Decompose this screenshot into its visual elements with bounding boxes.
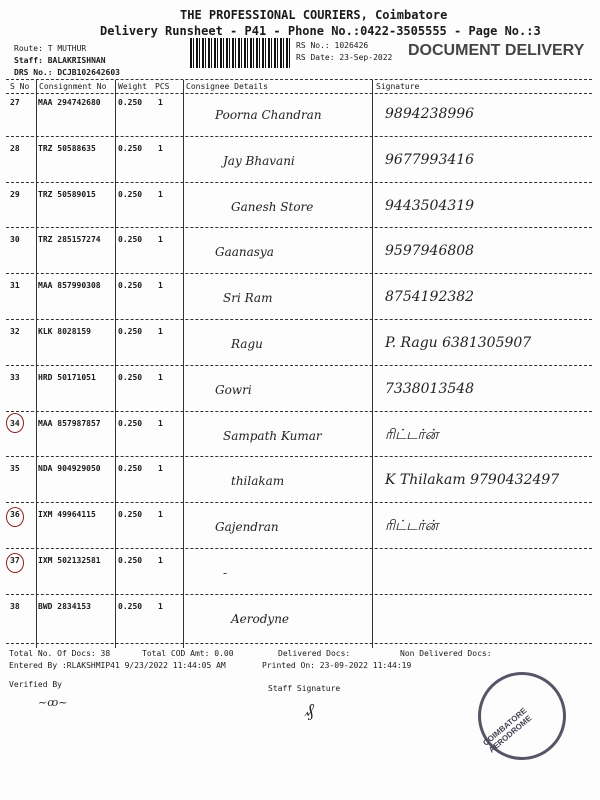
row-weight: 0.250 bbox=[118, 556, 143, 565]
row-weight: 0.250 bbox=[118, 235, 143, 245]
row-consignee-handwritten: Sri Ram bbox=[223, 291, 273, 306]
row-signature-handwritten: P. Ragu 6381305907 bbox=[385, 335, 532, 351]
delivered-docs: Delivered Docs: bbox=[278, 649, 351, 658]
row-signature-handwritten: 9677993416 bbox=[385, 151, 475, 168]
row-consignee-handwritten: Ragu bbox=[231, 337, 263, 351]
col-header-pcs: PCS bbox=[155, 82, 170, 91]
row-weight: 0.250 bbox=[118, 327, 143, 336]
row-divider bbox=[6, 411, 592, 412]
row-consignment-no: IXM 502132581 bbox=[38, 556, 101, 565]
row-sno: 37 bbox=[10, 556, 20, 565]
row-pcs: 1 bbox=[158, 327, 163, 336]
divider bbox=[6, 643, 592, 644]
rs-number: RS No.: 1026426 bbox=[296, 41, 369, 50]
row-consignee-handwritten: Jay Bhavani bbox=[223, 153, 295, 168]
row-consignment-no: BWD 2834153 bbox=[38, 601, 91, 611]
row-consignee-handwritten: Gajendran bbox=[215, 520, 279, 535]
row-weight: 0.250 bbox=[118, 601, 143, 611]
row-consignee-handwritten: Sampath Kumar bbox=[223, 428, 322, 443]
col-header-consignment: Consignment No bbox=[39, 82, 107, 91]
row-weight: 0.250 bbox=[118, 418, 143, 428]
col-header-sno: S No bbox=[10, 82, 30, 91]
seal-text: COIMBATORE AERODROME bbox=[481, 706, 534, 755]
route: Route: T MUTHUR bbox=[14, 44, 87, 53]
row-divider bbox=[6, 136, 592, 137]
staff-signature-label: Staff Signature bbox=[268, 684, 341, 693]
row-pcs: 1 bbox=[158, 601, 163, 611]
row-signature-handwritten: 9894238996 bbox=[385, 106, 475, 122]
printed-on: Printed On: 23-09-2022 11:44:19 bbox=[262, 661, 412, 670]
staff-signature-mark: ₰ bbox=[305, 700, 314, 721]
row-pcs: 1 bbox=[158, 143, 163, 153]
row-consignment-no: MAA 857987857 bbox=[38, 418, 101, 428]
row-consignee-handwritten: Gowri bbox=[215, 382, 252, 397]
row-signature-handwritten: 8754192382 bbox=[385, 289, 475, 306]
divider bbox=[6, 79, 592, 80]
row-consignment-no: NDA 904929050 bbox=[38, 464, 101, 474]
row-divider bbox=[6, 182, 592, 183]
row-weight: 0.250 bbox=[118, 189, 143, 199]
staff: Staff: BALAKRISHNAN bbox=[14, 56, 106, 65]
row-consignee-handwritten: Poorna Chandran bbox=[215, 108, 322, 122]
row-consignee-handwritten: thilakam bbox=[231, 474, 285, 489]
verified-by-label: Verified By bbox=[9, 680, 62, 689]
document-delivery-stamp: DOCUMENT DELIVERY bbox=[408, 42, 585, 59]
col-header-weight: Weight bbox=[118, 82, 147, 91]
row-consignee-handwritten: Gaanasya bbox=[215, 245, 274, 260]
row-consignment-no: MAA 857990308 bbox=[38, 281, 101, 291]
row-pcs: 1 bbox=[158, 464, 163, 474]
row-signature-handwritten: ரிட்டர்ன் bbox=[385, 426, 439, 443]
row-consignment-no: MAA 294742680 bbox=[38, 98, 101, 107]
row-divider bbox=[6, 365, 592, 366]
divider bbox=[6, 93, 592, 94]
row-signature-handwritten: ரிட்டர்ன் bbox=[385, 518, 439, 535]
col-header-signature: Signature bbox=[376, 82, 420, 91]
company-seal bbox=[478, 672, 566, 760]
row-divider bbox=[6, 456, 592, 457]
row-consignee-handwritten: - bbox=[223, 566, 228, 580]
row-consignee-handwritten: Ganesh Store bbox=[231, 199, 314, 214]
row-signature-handwritten: K Thilakam 9790432497 bbox=[385, 472, 560, 489]
runsheet-subtitle: Delivery Runsheet - P41 - Phone No.:0422-3505555 - Page No.:3 bbox=[100, 24, 541, 38]
company-title: THE PROFESSIONAL COURIERS, Coimbatore bbox=[180, 8, 448, 22]
row-pcs: 1 bbox=[158, 418, 163, 428]
pen-circle-mark bbox=[6, 553, 24, 573]
row-pcs: 1 bbox=[158, 556, 163, 565]
row-weight: 0.250 bbox=[118, 98, 143, 107]
row-pcs: 1 bbox=[158, 235, 163, 245]
row-sno: 28 bbox=[10, 143, 20, 153]
row-weight: 0.250 bbox=[118, 143, 143, 153]
col-header-consignee: Consignee Details bbox=[186, 82, 268, 91]
row-consignment-no: HRD 50171051 bbox=[38, 372, 96, 382]
row-pcs: 1 bbox=[158, 372, 163, 382]
row-divider bbox=[6, 548, 592, 549]
row-sno: 33 bbox=[10, 372, 20, 382]
row-consignment-no: TRZ 50588635 bbox=[38, 143, 96, 153]
total-cod: Total COD Amt: 0.00 bbox=[142, 649, 234, 658]
row-sno: 36 bbox=[10, 510, 20, 520]
row-pcs: 1 bbox=[158, 510, 163, 520]
row-sno: 34 bbox=[10, 418, 20, 428]
drs-number: DRS No.: DCJB102642603 bbox=[14, 68, 120, 77]
row-consignee-handwritten: Aerodyne bbox=[231, 611, 290, 626]
pen-circle-mark bbox=[6, 413, 24, 433]
row-weight: 0.250 bbox=[118, 281, 143, 291]
barcode bbox=[190, 38, 290, 68]
row-sno: 30 bbox=[10, 235, 20, 245]
row-pcs: 1 bbox=[158, 189, 163, 199]
row-divider bbox=[6, 502, 592, 503]
row-pcs: 1 bbox=[158, 98, 163, 107]
row-signature-handwritten: 9443504319 bbox=[385, 197, 475, 214]
pen-circle-mark bbox=[6, 507, 24, 527]
row-weight: 0.250 bbox=[118, 510, 143, 520]
verifier-signature: ~ꝏ~ bbox=[38, 696, 68, 709]
row-signature-handwritten: 9597946808 bbox=[385, 243, 475, 260]
row-weight: 0.250 bbox=[118, 372, 143, 382]
row-pcs: 1 bbox=[158, 281, 163, 291]
row-signature-handwritten: 7338013548 bbox=[385, 380, 475, 397]
total-docs: Total No. Of Docs: 38 bbox=[9, 649, 111, 658]
row-divider bbox=[6, 594, 592, 595]
row-divider bbox=[6, 319, 592, 320]
row-weight: 0.250 bbox=[118, 464, 143, 474]
entered-by: Entered By :RLAKSHMIP41 9/23/2022 11:44:05 AM bbox=[9, 661, 226, 670]
row-consignment-no: TRZ 285157274 bbox=[38, 235, 101, 245]
row-sno: 38 bbox=[10, 601, 20, 611]
row-sno: 31 bbox=[10, 281, 20, 291]
row-consignment-no: TRZ 50589015 bbox=[38, 189, 96, 199]
row-sno: 35 bbox=[10, 464, 20, 474]
non-delivered-docs: Non Delivered Docs: bbox=[400, 649, 492, 658]
row-sno: 27 bbox=[10, 98, 20, 107]
row-divider bbox=[6, 227, 592, 228]
rs-date: RS Date: 23-Sep-2022 bbox=[296, 53, 393, 62]
row-sno: 32 bbox=[10, 327, 20, 336]
row-divider bbox=[6, 273, 592, 274]
row-consignment-no: IXM 49964115 bbox=[38, 510, 96, 520]
row-sno: 29 bbox=[10, 189, 20, 199]
row-consignment-no: KLK 8028159 bbox=[38, 327, 91, 336]
